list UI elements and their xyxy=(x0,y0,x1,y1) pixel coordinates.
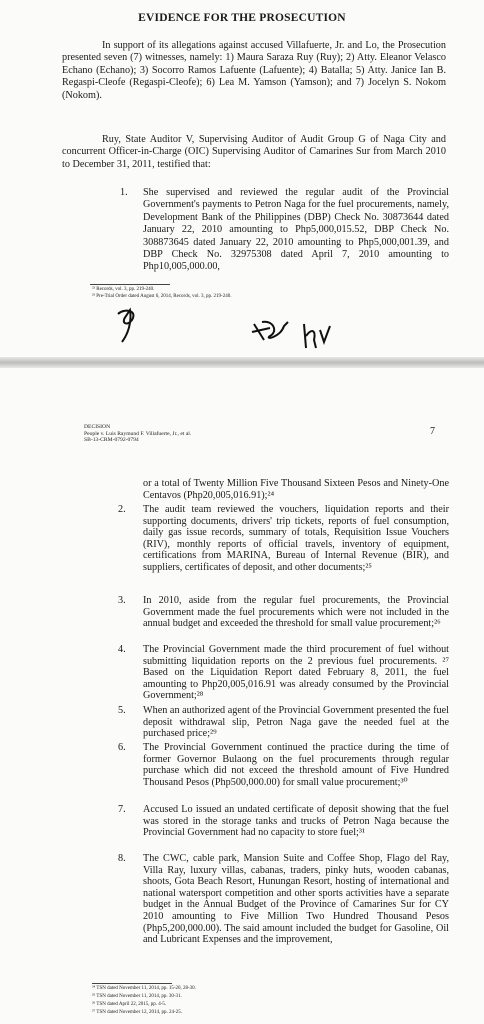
item-number: 3. xyxy=(118,595,126,606)
signature-initial-2 xyxy=(250,318,290,344)
header-line: SB-13-CRM-0792-0794 xyxy=(84,437,139,444)
decision-header xyxy=(84,424,191,444)
footnote-rule xyxy=(90,284,170,285)
footnote: ²² Records, vol. 3, pp. 219-240. xyxy=(92,287,155,292)
header-line: People v. Luis Raymund F. Villafuerte, Jr., et al. xyxy=(84,430,192,437)
item-text: Accused Lo issued an undated certificate of deposit showing that the fuel was stored in the storage tanks and trucks of Petron Naga because the Provincial Government had no capacity to store fuel;³¹ xyxy=(143,804,449,839)
footnote: ²⁶ TSN dated April 22, 2015, pp. 4-5. xyxy=(92,1002,167,1007)
header-line: DECISION xyxy=(84,424,111,430)
footnote: ²⁷ TSN dated November 12, 2014, pp. 24-25. xyxy=(92,1010,182,1015)
item-text: When an authorized agent of the Provincial Government presented the fuel deposit withdrawal slip, Petron Naga gave the needed fuel at the purchased price;²⁹ xyxy=(143,705,449,740)
ruy-paragraph: Ruy, State Auditor V, Supervising Auditor of Audit Group G of Naga City and concurrent Officer-in-Charge (OIC) Supervising Auditor of Camarines Sur from March 2010 to December 31, 2011, testified that: xyxy=(62,134,446,170)
item-text: She supervised and reviewed the regular audit of the Provincial Government's payments to Petron Naga for the fuel procurements, namely, Development Bank of the Philippines (DBP) Check No. 30873644 dated January 22, 2010 amounting to Php5,000,015.52, DBP Check No. 308873645 dated January 22, 2010 amounting to Php5,000,001.39, and DBP Check No. 32975308 dated April 7, 2010 amounting to Php10,005,000.00, xyxy=(143,187,449,273)
footnote: ²⁵ TSN dated November 11, 2014, pp. 30-31. xyxy=(92,994,182,999)
page-one xyxy=(0,0,484,357)
signature-initial-3 xyxy=(300,320,334,350)
footnote-rule xyxy=(92,983,172,984)
footnote: ²³ Pre-Trial Order dated August 6, 2014, Records, vol. 3, pp. 219-240. xyxy=(92,294,232,299)
page-two xyxy=(0,368,484,1024)
page-number: 7 xyxy=(430,426,435,437)
item-text: In 2010, aside from the regular fuel procurements, the Provincial Government made the fuel procurements which were not included in the annual budget and exceeded the threshold for small value procurement;²⁶ xyxy=(143,595,449,630)
footnote: ²⁴ TSN dated November 11, 2014, pp. 15-20, 28-30. xyxy=(92,986,196,991)
item-number: 2. xyxy=(118,504,126,515)
intro-paragraph: In support of its allegations against accused Villafuerte, Jr. and Lo, the Prosecution presented seven (7) witnesses, namely: 1) Maura Saraza Ruy (Ruy); 2) Atty. Eleanor Velasco Echano (Echano); 3) Socorro Ramos Lafuente (Lafuente); 4) Batalla; 5) Atty. Janice Ian B. Regaspi-Cleofe (Regaspi-Cleofe); 6) Lea M. Yamson (Yamson); and 7) Jocelyn S. Nokom (Nokom). xyxy=(62,40,446,101)
continuation-text: or a total of Twenty Million Five Thousand Sixteen Pesos and Ninety-One Centavos (Php20,005,016.91);²⁴ xyxy=(143,478,449,501)
item-text: The CWC, cable park, Mansion Suite and Coffee Shop, Flago del Ray, Villa Ray, luxury villas, cabanas, traders, pinky huts, wooden cabanas, shoots, Gota Beach Resort, Hunungan Resort, hosting of international and national watersport competition and other sports activities have a separate budget in the Annual Budget of the Province of Camarines Sur for CY 2010 amounting to Five Million Two Hundred Thousand Pesos (Php5,200,000.00). The said amount included the budget for Gasoline, Oil and Lubricant Expenses and the improvement, xyxy=(143,853,449,946)
item-text: The audit team reviewed the vouchers, liquidation reports and their supporting documents, drivers' trip tickets, reports of fuel consumption, daily gas issue records, summary of totals, Requisition Issue Vouchers (RIV), monthly reports of official travels, inventory of equipment, certifications from MARINA, Bureau of Internal Revenue (BIR), and suppliers, certificates of deposit, and other documents;²⁵ xyxy=(143,504,449,573)
item-number: 5. xyxy=(118,705,126,716)
item-number: 1. xyxy=(120,187,128,198)
signature-initial-1 xyxy=(108,306,148,344)
item-number: 4. xyxy=(118,644,126,655)
page-separator xyxy=(0,357,484,368)
item-number: 8. xyxy=(118,853,126,864)
item-text: The Provincial Government made the third procurement of fuel without submitting liquidation reports on the 2 previous fuel procurements. ²⁷ Based on the Liquidation Report dated February 8, 2011, the fuel amounting to Php20,005,016.91 was already consumed by the Provincial Government;²⁸ xyxy=(143,644,449,702)
item-text: The Provincial Government continued the practice during the time of former Governor Bulaong on the fuel procurements through regular purchase which did not exceed the threshold amount of Five Hundred Thousand Pesos (Php500,000.00) for small value procurement;³⁰ xyxy=(143,742,449,788)
section-title: EVIDENCE FOR THE PROSECUTION xyxy=(138,12,346,24)
item-number: 6. xyxy=(118,742,126,753)
item-number: 7. xyxy=(118,804,126,815)
